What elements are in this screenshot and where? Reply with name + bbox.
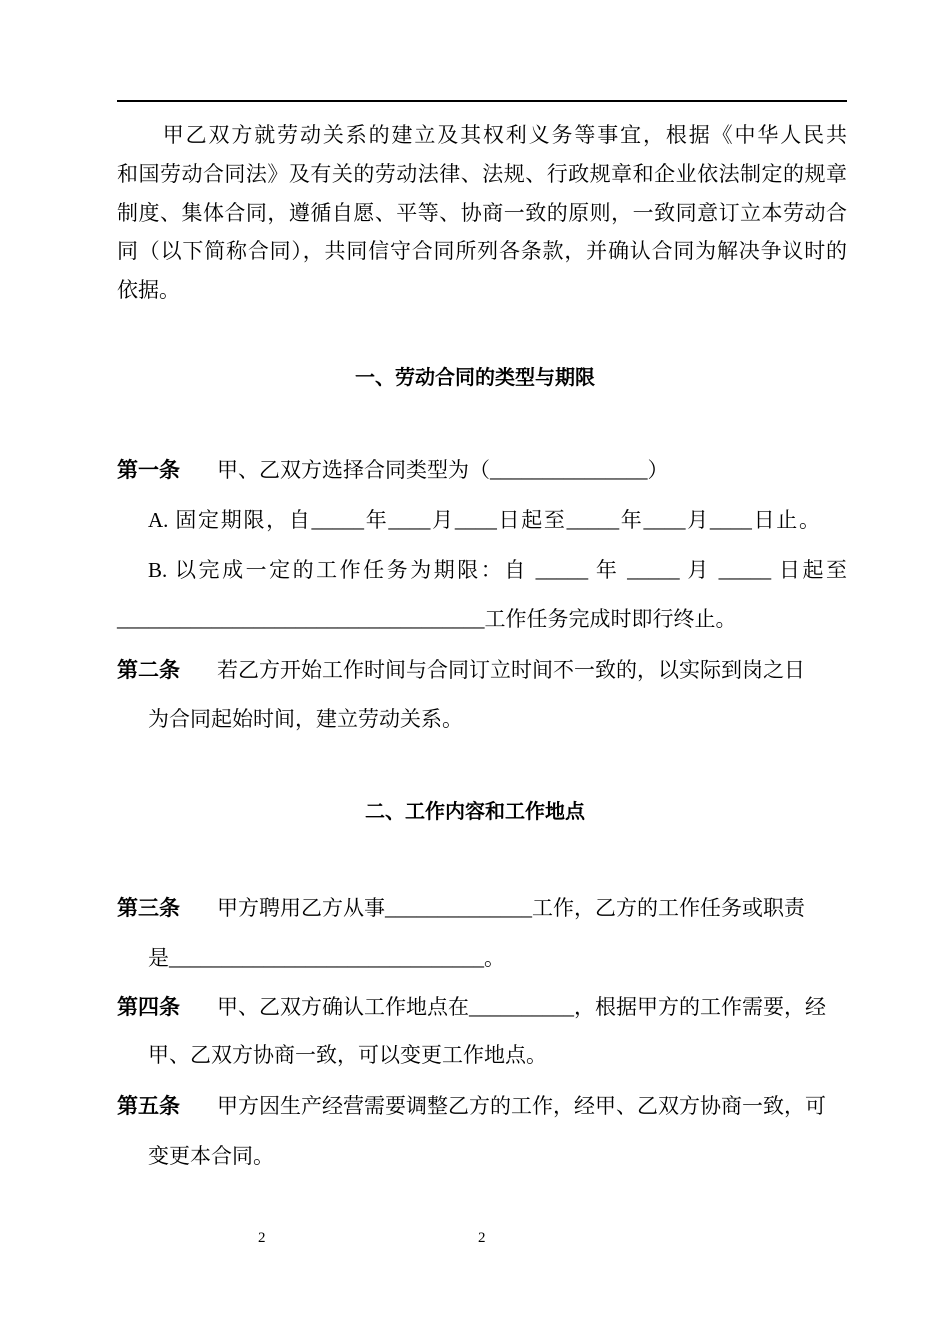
preamble-line: 同（以下简称合同），共同信守合同所列各条款，并确认合同为解决争议时的 [117, 239, 847, 263]
article-4-cont: 甲、乙双方协商一致，可以变更工作地点。 [148, 1043, 547, 1067]
page-number: 2 [258, 1230, 266, 1246]
article-label: 第四条 [117, 995, 180, 1019]
page-number: 2 [478, 1230, 486, 1246]
article-3-cont: 是______________________________。 [148, 946, 505, 970]
header-rule [117, 100, 847, 102]
preamble-line: 和国劳动合同法》及有关的劳动法律、法规、行政规章和企业依法制定的规章 [117, 162, 847, 186]
option-b: B. 以完成一定的工作任务为期限：自 _____ 年 _____ 月 _____ 日起至 [148, 558, 847, 582]
article-text: 甲方因生产经营需要调整乙方的工作，经甲、乙双方协商一致，可 [217, 1094, 826, 1118]
article-5-cont: 变更本合同。 [148, 1144, 274, 1168]
article-label: 第五条 [117, 1094, 180, 1118]
preamble-line: 甲乙双方就劳动关系的建立及其权利义务等事宜，根据《中华人民共 [117, 123, 847, 147]
preamble-line: 依据。 [117, 278, 180, 302]
option-a: A. 固定期限，自_____年____月____日起至_____年____月____日止。 [148, 508, 820, 532]
article-2-cont: 为合同起始时间，建立劳动关系。 [148, 707, 463, 731]
article-label: 第三条 [117, 896, 180, 920]
article-3 [117, 894, 805, 922]
article-label: 第二条 [117, 658, 180, 682]
article-text: 甲、乙双方选择合同类型为（_______________） [217, 458, 669, 482]
article-2 [117, 656, 847, 684]
article-5 [117, 1092, 826, 1120]
article-text: 甲、乙双方确认工作地点在__________，根据甲方的工作需要，经 [217, 995, 826, 1019]
preamble-line: 制度、集体合同，遵循自愿、平等、协商一致的原则，一致同意订立本劳动合 [117, 201, 847, 225]
section-heading-1: 一、劳动合同的类型与期限 [355, 367, 595, 389]
article-text: 甲方聘用乙方从事______________工作，乙方的工作任务或职责 [217, 896, 805, 920]
option-b-cont: ___________________________________工作任务完成时即行终止。 [117, 607, 737, 631]
section-heading-2: 二、工作内容和工作地点 [365, 801, 585, 823]
article-4 [117, 993, 826, 1021]
article-text: 若乙方开始工作时间与合同订立时间不一致的，以实际到岗之日 [217, 658, 805, 682]
article-label: 第一条 [117, 458, 180, 482]
article-1 [117, 456, 669, 484]
